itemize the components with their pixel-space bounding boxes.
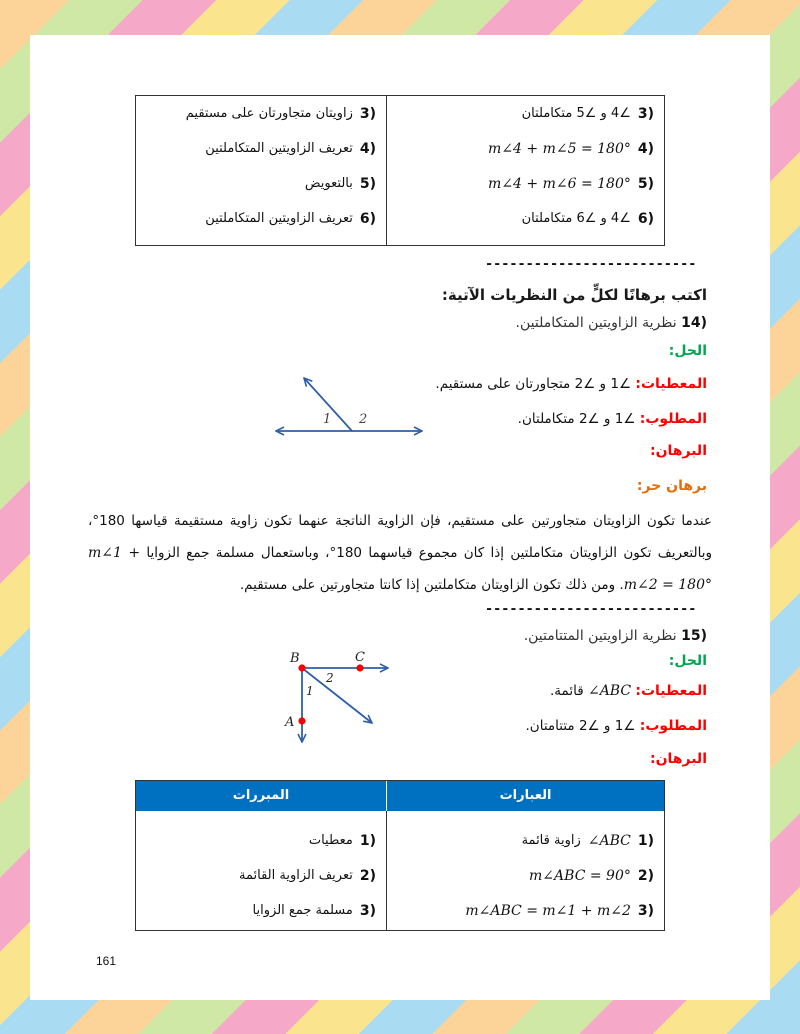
two-column-proof-table xyxy=(135,780,665,931)
supplementary-angles-figure xyxy=(270,370,430,440)
prove-label: المطلوب: xyxy=(639,411,707,427)
table-header xyxy=(136,781,664,811)
instruction-heading: اكتب برهانًا لكلٍّ من النظريات الآتية: xyxy=(441,286,707,304)
given-label: المعطيات: xyxy=(635,376,707,392)
angle-2-label: 2 xyxy=(326,671,334,685)
prove-label: المطلوب: xyxy=(639,718,707,734)
row-number: 3) xyxy=(359,902,376,919)
problem-number: 15) xyxy=(681,628,707,644)
problem-14-title xyxy=(516,315,707,331)
row-number: 1) xyxy=(637,832,654,849)
reason-text: بالتعويض xyxy=(304,176,353,191)
angle-1-label: 1 xyxy=(323,412,332,427)
proof-label xyxy=(650,751,707,767)
prove-text: ∠1 و ∠2 متتامتان. xyxy=(525,718,636,734)
section-divider: -------------------------- xyxy=(485,601,697,617)
statement-row xyxy=(387,858,664,893)
theorem-name: نظرية الزاويتين المتكاملتين. xyxy=(515,315,677,331)
reason-row xyxy=(136,201,386,236)
solution-label-text: الحل: xyxy=(668,343,707,359)
point-a-dot xyxy=(298,717,305,724)
reason-row xyxy=(136,823,386,858)
row-number: 4) xyxy=(637,140,654,157)
given-line xyxy=(435,376,707,392)
reason-row xyxy=(136,131,386,166)
free-proof-label-text: برهان حر: xyxy=(636,478,707,494)
point-c-label: C xyxy=(355,650,365,665)
reasons-header: المبررات xyxy=(232,788,290,803)
point-c-dot xyxy=(356,664,363,671)
reason-row xyxy=(136,858,386,893)
reasons-column xyxy=(136,811,386,930)
solution-label xyxy=(669,343,707,359)
statement-row xyxy=(387,131,664,166)
row-number: 3) xyxy=(359,105,376,122)
point-b-label: B xyxy=(290,651,300,666)
reason-text: معطيات xyxy=(308,833,353,848)
complementary-angles-figure xyxy=(280,645,400,750)
prove-line xyxy=(518,411,707,427)
angle-1-label: 1 xyxy=(306,684,314,698)
prove-text: ∠1 و ∠2 متكاملتان. xyxy=(517,411,636,427)
statement-text: زاوية قائمة xyxy=(521,833,581,848)
point-a-label: A xyxy=(285,715,295,730)
row-number: 5) xyxy=(637,175,654,192)
reason-row xyxy=(136,96,386,131)
reason-text: تعريف الزاوية القائمة xyxy=(239,868,353,883)
section-divider: -------------------------- xyxy=(485,256,697,272)
row-number: 3) xyxy=(637,105,654,122)
proof-label-text: البرهان: xyxy=(650,443,707,459)
statement-math: ∠ABC xyxy=(587,832,631,849)
reason-row xyxy=(136,166,386,201)
row-number: 5) xyxy=(359,175,376,192)
free-proof-paragraph xyxy=(88,505,712,601)
row-number: 2) xyxy=(637,867,654,884)
free-proof-equation: m∠1 + m∠2 = 180° xyxy=(88,545,712,593)
proof-label-text: البرهان: xyxy=(650,751,707,767)
statements-header: العبارات xyxy=(386,781,664,811)
statement-row xyxy=(387,96,664,131)
reason-row xyxy=(136,893,386,928)
statement-math: m∠ABC = 90° xyxy=(529,867,631,884)
solution-label xyxy=(669,653,707,669)
reason-text: تعريف الزاويتين المتكاملتين xyxy=(205,141,353,156)
reason-text: تعريف الزاويتين المتكاملتين xyxy=(205,211,353,226)
proof-label xyxy=(650,443,707,459)
statements-column xyxy=(386,811,664,930)
statement-row xyxy=(387,166,664,201)
row-number: 6) xyxy=(637,210,654,227)
statement-text: ∠4 و ∠6 متكاملتان xyxy=(521,211,631,226)
statement-math: m∠4 + m∠5 = 180° xyxy=(488,140,631,157)
given-math: ∠ABC xyxy=(587,683,632,699)
row-number: 6) xyxy=(359,210,376,227)
statement-math: m∠ABC = m∠1 + m∠2 xyxy=(465,902,631,919)
previous-proof-table xyxy=(135,95,665,246)
row-number: 2) xyxy=(359,867,376,884)
row-number: 4) xyxy=(359,140,376,157)
page-number: 161 xyxy=(96,954,117,968)
statement-row xyxy=(387,823,664,858)
angle-2-label: 2 xyxy=(359,412,368,427)
statement-text: ∠4 و ∠5 متكاملتان xyxy=(521,106,631,121)
row-number: 3) xyxy=(637,902,654,919)
statements-column xyxy=(386,96,664,245)
free-proof-text: عندما تكون الزاويتان متجاورتين على مستقيم، فإن الزاوية الناتجة عنهما تكون زاوية مستقيمة قياسها 180°، وبالتعريف تكون الزاويتان متكاملتين إذا كان مجموع قياسهما 180°، وباستعمال مسلمة جمع الزوايا xyxy=(88,513,712,561)
given-text: ∠1 و ∠2 متجاورتان على مستقيم. xyxy=(435,376,632,392)
prove-line xyxy=(526,718,707,734)
theorem-name: نظرية الزاويتين المتتامتين. xyxy=(523,628,677,644)
statement-row xyxy=(387,201,664,236)
reasons-column xyxy=(136,96,386,245)
reason-text: زاويتان متجاورتان على مستقيم xyxy=(185,106,353,121)
given-label: المعطيات: xyxy=(635,683,707,699)
problem-15-title xyxy=(524,628,707,644)
statement-math: m∠4 + m∠6 = 180° xyxy=(488,175,631,192)
row-number: 1) xyxy=(359,832,376,849)
free-proof-label xyxy=(637,478,707,494)
reason-text: مسلمة جمع الزوايا xyxy=(252,903,353,918)
given-line xyxy=(550,683,707,699)
statement-row xyxy=(387,893,664,928)
given-text: قائمة. xyxy=(550,683,584,699)
solution-label-text: الحل: xyxy=(668,653,707,669)
problem-number: 14) xyxy=(681,315,707,331)
free-proof-text: . ومن ذلك تكون الزاويتان متكاملتين إذا كانتا متجاورتين على مستقيم. xyxy=(239,577,624,593)
